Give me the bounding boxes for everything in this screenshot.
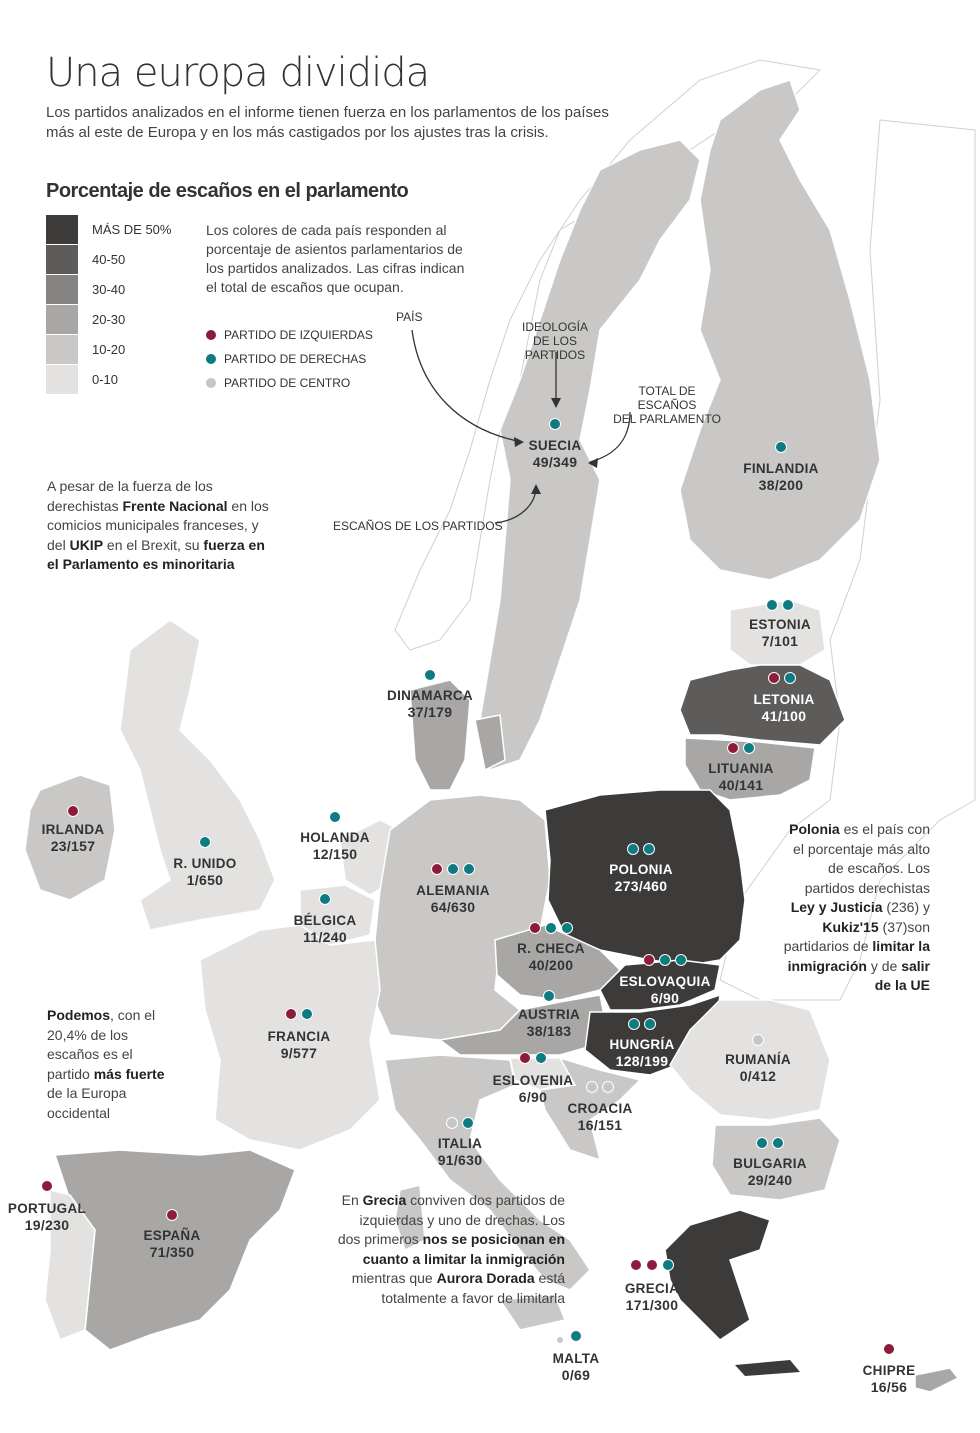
country-label	[173, 855, 236, 889]
country-seats: 19/230	[24, 1217, 70, 1233]
country-name: LETONIA	[753, 692, 815, 707]
country-name: IRLANDA	[41, 822, 105, 837]
country-seats: 16/56	[870, 1379, 908, 1395]
country-label	[553, 1350, 600, 1384]
legend-bin-label: 30-40	[92, 282, 126, 297]
party-dot-icon	[206, 378, 216, 388]
note-francia-uk	[47, 477, 272, 575]
country-name: CHIPRE	[862, 1363, 916, 1378]
callout-total	[612, 384, 722, 426]
country-name: ITALIA	[437, 1136, 483, 1151]
country-seats: 64/630	[430, 899, 476, 915]
note-bold: limitar la inmigración	[787, 938, 930, 974]
party-marker-right	[643, 843, 655, 855]
party-marker-left	[431, 863, 443, 875]
country-name: ALEMANIA	[416, 883, 490, 898]
country-name: R. CHECA	[517, 941, 585, 956]
callout-ideologia-1: IDEOLOGÍA	[521, 320, 589, 334]
country-name: ESLOVAQUIA	[619, 974, 711, 989]
party-marker-left	[727, 742, 739, 754]
legend-swatch	[46, 215, 78, 244]
party-legend-item	[206, 376, 350, 390]
country-seats: 7/101	[761, 633, 799, 649]
party-marker-right	[545, 922, 557, 934]
party-dot-icon	[206, 330, 216, 340]
note-text: A pesar de la fuerza de los derechistas	[47, 478, 213, 514]
country-label	[438, 1135, 483, 1169]
country-seats: 1/650	[186, 872, 224, 888]
note-text: (236) y	[882, 899, 930, 915]
country-seats: 41/100	[761, 708, 807, 724]
note-polonia	[778, 820, 930, 996]
callout-total-1: TOTAL DE ESCAÑOS	[637, 384, 697, 412]
legend-swatch	[46, 305, 78, 334]
country-seats: 171/300	[625, 1297, 679, 1313]
note-bold: salir de la UE	[874, 957, 930, 993]
party-marker-left	[285, 1008, 297, 1020]
party-marker-right	[784, 672, 796, 684]
country-name: GRECIA	[624, 1281, 680, 1296]
party-marker-right	[463, 863, 475, 875]
party-marker-right	[561, 922, 573, 934]
country-name: DINAMARCA	[387, 688, 473, 703]
country-name: HOLANDA	[300, 830, 370, 845]
country-seats: 91/630	[437, 1152, 483, 1168]
party-marker-center	[586, 1081, 598, 1093]
party-marker-right	[743, 742, 755, 754]
note-bold: Grecia	[362, 1192, 407, 1208]
legend-bin-label: 20-30	[92, 312, 126, 327]
callout-ideologia	[505, 320, 605, 362]
legend-bin-label: MÁS DE 50%	[92, 222, 172, 237]
country-label	[529, 437, 582, 471]
party-legend-label: PARTIDO DE CENTRO	[224, 376, 351, 390]
party-marker-left	[67, 805, 79, 817]
party-marker-left	[529, 922, 541, 934]
country-seats: 71/350	[149, 1244, 195, 1260]
note-text: En	[341, 1192, 363, 1208]
party-marker-right	[447, 863, 459, 875]
party-marker-left	[768, 672, 780, 684]
party-marker-right	[756, 1137, 768, 1149]
note-text: en el Brexit, su	[103, 536, 204, 553]
country-label	[749, 616, 811, 650]
country-label	[609, 861, 673, 895]
note-bold: Ley y Justicia	[790, 899, 883, 915]
country-label	[493, 1072, 574, 1106]
legend-bin-label: 40-50	[92, 252, 126, 267]
party-marker-left	[643, 954, 655, 966]
country-label	[708, 760, 773, 794]
party-marker-left	[41, 1180, 53, 1192]
country-name: MALTA	[552, 1351, 600, 1366]
party-dot-icon	[206, 354, 216, 364]
country-label	[143, 1227, 200, 1261]
note-text: , con el 20,4% de los escaños es el partido	[47, 1007, 156, 1082]
country-label	[753, 691, 814, 725]
note-podemos	[47, 1006, 172, 1123]
party-legend-label: PARTIDO DE DERECHAS	[224, 352, 367, 366]
party-legend-item	[206, 328, 373, 342]
party-marker-left	[166, 1209, 178, 1221]
country-label	[8, 1200, 86, 1234]
country-seats: 38/200	[758, 477, 804, 493]
party-marker-right	[424, 669, 436, 681]
country-name: BÉLGICA	[293, 913, 357, 928]
country-name: R. UNIDO	[173, 856, 237, 871]
party-marker-right	[775, 441, 787, 453]
party-marker-center	[752, 1034, 764, 1046]
country-name: FRANCIA	[267, 1029, 331, 1044]
party-marker-right	[662, 1259, 674, 1271]
callout-total-2: DEL PARLAMENTO	[613, 412, 721, 426]
party-marker-left	[630, 1259, 642, 1271]
note-bold: Frente Nacional	[122, 497, 228, 514]
page-title: Una europa dividida	[46, 50, 430, 96]
legend-swatch	[46, 245, 78, 274]
legend-swatch	[46, 335, 78, 364]
party-marker-right	[782, 599, 794, 611]
malta-shape	[557, 1337, 563, 1343]
party-marker-center	[602, 1081, 614, 1093]
party-marker-right	[766, 599, 778, 611]
country-label	[416, 882, 490, 916]
note-bold: UKIP	[69, 536, 104, 553]
party-marker-left	[646, 1259, 658, 1271]
country-label	[725, 1051, 791, 1085]
country-label	[743, 460, 818, 494]
note-bold: Aurora Dorada	[436, 1270, 535, 1286]
note-bold: más fuerte	[93, 1065, 165, 1082]
country-seats: 49/349	[532, 454, 578, 470]
country-seats: 128/199	[615, 1053, 669, 1069]
note-bold: Podemos	[47, 1007, 111, 1023]
country-label	[268, 1028, 331, 1062]
country-label	[733, 1155, 807, 1189]
callout-escanos: ESCAÑOS DE LOS PARTIDOS	[333, 519, 503, 533]
note-text: mientras que	[351, 1270, 437, 1286]
party-legend-item	[206, 352, 366, 366]
country-name: LITUANIA	[708, 761, 774, 776]
party-marker-right	[628, 1018, 640, 1030]
note-bold: Kukiz'15	[822, 918, 879, 935]
note-text: en los comicios municipales franceses, y del	[47, 497, 269, 553]
country-seats: 12/150	[312, 846, 358, 862]
party-marker-right	[329, 811, 341, 823]
country-name: RUMANÍA	[725, 1052, 791, 1067]
country-label	[387, 687, 473, 721]
country-label	[625, 1280, 679, 1314]
country-label	[518, 1006, 580, 1040]
country-seats: 6/90	[518, 1089, 548, 1105]
party-marker-right	[301, 1008, 313, 1020]
note-text: conviven dos partidos de izquierdas y uno de drechas. Los dos primeros	[337, 1192, 565, 1247]
party-marker-right	[535, 1052, 547, 1064]
country-seats: 16/151	[577, 1117, 623, 1133]
country-seats: 29/240	[747, 1172, 793, 1188]
country-label	[609, 1036, 674, 1070]
country-name: FINLANDIA	[743, 461, 819, 476]
party-marker-right	[549, 418, 561, 430]
country-seats: 40/141	[718, 777, 764, 793]
country-name: PORTUGAL	[7, 1201, 87, 1216]
country-seats: 40/200	[528, 957, 574, 973]
country-name: ESLOVENIA	[492, 1073, 574, 1088]
note-bold: Polonia	[789, 821, 840, 837]
country-label	[300, 829, 370, 863]
country-seats: 11/240	[303, 929, 347, 945]
callout-ideologia-2: DE LOS PARTIDOS	[524, 334, 586, 362]
country-seats: 37/179	[407, 704, 453, 720]
note-text: está totalmente a favor de limitarla	[381, 1270, 565, 1306]
legend-swatch	[46, 275, 78, 304]
country-label	[567, 1100, 632, 1134]
party-marker-right	[570, 1330, 582, 1342]
party-marker-left	[519, 1052, 531, 1064]
country-name: BULGARIA	[733, 1156, 807, 1171]
country-name: POLONIA	[609, 862, 673, 877]
country-name: ESTONIA	[749, 617, 811, 632]
note-bold: nos se posicionan en cuanto a limitar la inmigración	[362, 1231, 565, 1267]
country-seats: 0/69	[561, 1367, 591, 1383]
note-grecia	[335, 1191, 565, 1308]
party-marker-right	[543, 990, 555, 1002]
legend-note: Los colores de cada país responden al porcentaje de asientos parlamentarios de los partidos analizados. Las cifras indican el total de escaños que ocupan.	[206, 222, 465, 295]
note-text: (37)son partidarios de	[783, 918, 930, 954]
country-name: AUSTRIA	[517, 1007, 581, 1022]
country-label	[294, 912, 357, 946]
legend-bin-label: 0-10	[92, 372, 119, 387]
note-bold: fuerza en el Parlamento es minoritaria	[47, 536, 265, 572]
party-marker-right	[659, 954, 671, 966]
note-text: de la Europa occidental	[47, 1085, 127, 1121]
country-label	[619, 973, 710, 1007]
country-seats: 273/460	[614, 878, 668, 894]
country-name: HUNGRÍA	[609, 1037, 675, 1052]
legend-swatch	[46, 365, 78, 394]
note-text: y de	[866, 957, 902, 974]
country-label	[42, 821, 105, 855]
party-marker-right	[627, 843, 639, 855]
country-name: SUECIA	[528, 438, 582, 453]
country-seats: 9/577	[280, 1045, 318, 1061]
country-label	[863, 1362, 916, 1396]
callout-pais: PAÍS	[396, 310, 423, 324]
legend-heading: Porcentaje de escaños en el parlamento	[46, 180, 409, 202]
party-marker-right	[644, 1018, 656, 1030]
country-name: ESPAÑA	[143, 1228, 201, 1243]
party-marker-right	[772, 1137, 784, 1149]
party-marker-right	[462, 1117, 474, 1129]
party-marker-left	[883, 1343, 895, 1355]
country-seats: 38/183	[526, 1023, 572, 1039]
party-marker-right	[199, 836, 211, 848]
country-seats: 6/90	[650, 990, 680, 1006]
country-seats: 0/412	[739, 1068, 777, 1084]
country-label	[517, 940, 585, 974]
note-text: es el país con el porcentaje más alto de escaños. Los partidos derechistas	[793, 821, 930, 896]
party-marker-right	[319, 893, 331, 905]
country-seats: 23/157	[50, 838, 96, 854]
page-subtitle: Los partidos analizados en el informe tienen fuerza en los parlamentos de los países más al este de Europa y en los más castigados por los ajustes tras la crisis.	[46, 104, 609, 141]
legend-bin-label: 10-20	[92, 342, 126, 357]
party-legend-label: PARTIDO DE IZQUIERDAS	[224, 328, 373, 342]
country-name: CROACIA	[567, 1101, 633, 1116]
party-marker-right	[675, 954, 687, 966]
party-marker-center	[446, 1117, 458, 1129]
